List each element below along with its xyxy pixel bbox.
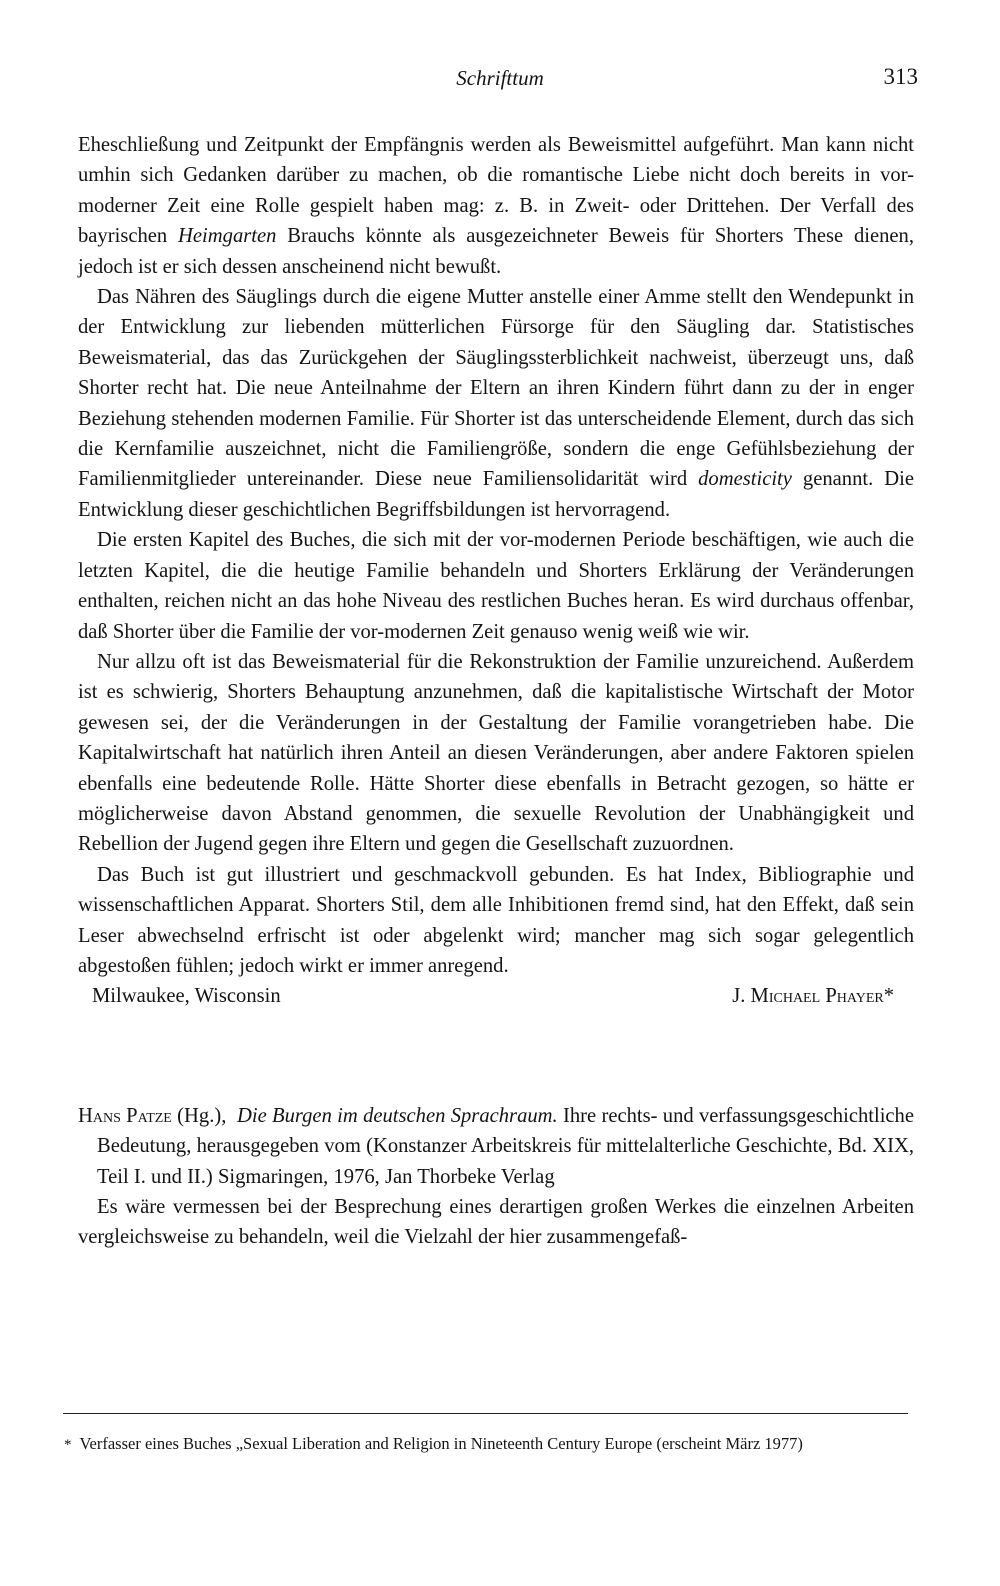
paragraph bbox=[78, 130, 914, 282]
book-author: Hans Patze bbox=[78, 1104, 172, 1127]
paragraph bbox=[78, 282, 914, 525]
italic-term: domesticity bbox=[698, 468, 792, 491]
review-heading bbox=[78, 1101, 914, 1192]
footnote-divider bbox=[63, 1413, 908, 1414]
review-signature bbox=[78, 981, 914, 1011]
footnote-reference: * bbox=[883, 985, 894, 1008]
footnote bbox=[64, 1431, 914, 1458]
paragraph-text: Eheschließung und Zeitpunkt der Empfängnis werden als Beweismittel aufgeführt. Man kann nicht umhin sich Gedanken darüber zu machen, ob die romantische Liebe nicht doch bereits in vor-moderner Zeit eine Rolle gespielt haben mag: z. B. in Zweit- oder Drittehen. Der Verfall des bayrischen bbox=[78, 134, 914, 248]
paragraph-text: Brauchs könnte als ausgezeichneter Beweis für Shorters These dienen, jedoch ist er sich dessen anscheinend nicht bewußt. bbox=[78, 225, 914, 278]
paragraph-text: genannt. Die Entwicklung dieser geschichtlichen Begriffsbildungen ist hervorragend. bbox=[78, 468, 914, 521]
book-title: Die Burgen im deutschen Sprachraum. bbox=[236, 1104, 558, 1127]
running-header bbox=[0, 62, 1000, 96]
paragraph: Das Buch ist gut illustriert und geschmackvoll gebunden. Es hat Index, Bibliographie und wissenschaftlichen Apparat. Shorters Stil, dem alle Inhibitionen fremd sind, hat den Effekt, daß sein Leser abwechselnd erfrischt ist oder abgelenkt wird; mancher mag sich sogar gelegentlich abgestoßen fühlen; jedoch wirkt er immer anregend. bbox=[78, 863, 914, 977]
paragraph: Nur allzu oft ist das Beweismaterial für die Rekonstruktion der Familie unzureichend. Außerdem ist es schwierig, Shorters Behauptung anzunehmen, daß die kapitalistische Wirtschaft der Motor gewesen sei, der die Veränderungen in der Gestaltung der Familie vorangetrieben habe. Die Kapitalwirtschaft hat natürlich ihren Anteil an diesen Veränderungen, aber andere Faktoren spielen ebenfalls eine bedeutende Rolle. Hätte Shorter diese ebenfalls in Betracht gezogen, so hätte er möglicherweise davon Abstand genommen, die sexuelle Revolution der Unabhängigkeit und Rebellion der Jugend gegen ihre Eltern und gegen die Gesellschaft zuzuordnen. bbox=[78, 650, 914, 856]
paragraph: Die ersten Kapitel des Buches, die sich mit der vor-modernen Periode beschäftigen, wie auch die letzten Kapitel, die die heutige Familie behandeln und Shorters Erklärung der Veränderungen enthalten, reichen nicht an das hohe Niveau des restlichen Buches heran. Es wird durchaus offenbar, daß Shorter über die Familie der vor-modernen Zeit genauso wenig weiß wie wir. bbox=[78, 529, 914, 643]
italic-term: Heimgarten bbox=[178, 225, 277, 248]
reviewer-name-group bbox=[732, 981, 894, 1011]
reviewer-name: J. Michael Phayer bbox=[732, 985, 884, 1008]
running-title: Schrifttum bbox=[456, 66, 544, 90]
body-text bbox=[78, 130, 914, 1253]
book-details: Ihre rechts- und verfassungsgeschichtliche Bedeutung, herausgegeben vom (Konstanzer Arbeitskreis für mittelalterliche Geschichte, Bd. XIX, Teil I. und II.) Sigmaringen, 1976, Jan Thorbeke Verlag bbox=[97, 1104, 914, 1188]
footnote-text: Verfasser eines Buches „Sexual Liberation and Religion in Nineteenth Century Europe (erscheint März 1977) bbox=[79, 1434, 803, 1453]
footnote-mark: * bbox=[64, 1437, 72, 1453]
paragraph: Es wäre vermessen bei der Besprechung eines derartigen großen Werkes die einzelnen Arbeiten vergleichsweise zu behandeln, weil die Vielzahl der hier zusammengefaß- bbox=[78, 1196, 914, 1249]
page-number: 313 bbox=[883, 64, 918, 89]
editor-note: (Hg.), bbox=[177, 1104, 227, 1127]
paragraph-text: Das Nähren des Säuglings durch die eigene Mutter anstelle einer Amme stellt den Wendepunkt in der Entwicklung zur liebenden mütterlichen Fürsorge für den Säugling dar. Statistisches Beweismaterial, das das Zurückgehen der Säuglingssterblichkeit nachweist, überzeugt uns, daß Shorter recht hat. Die neue Anteilnahme der Eltern an ihren Kindern führt dann zu der in enger Beziehung stehenden modernen Familie. Für Shorter ist das unterscheidende Element, durch das sich die Kernfamilie auszeichnet, nicht die Familiengröße, sondern die enge Gefühlsbeziehung der Familienmitglieder untereinander. Diese neue Familiensolidarität wird bbox=[78, 286, 914, 491]
reviewer-location: Milwaukee, Wisconsin bbox=[92, 985, 281, 1008]
footnote-paragraph bbox=[64, 1431, 914, 1458]
